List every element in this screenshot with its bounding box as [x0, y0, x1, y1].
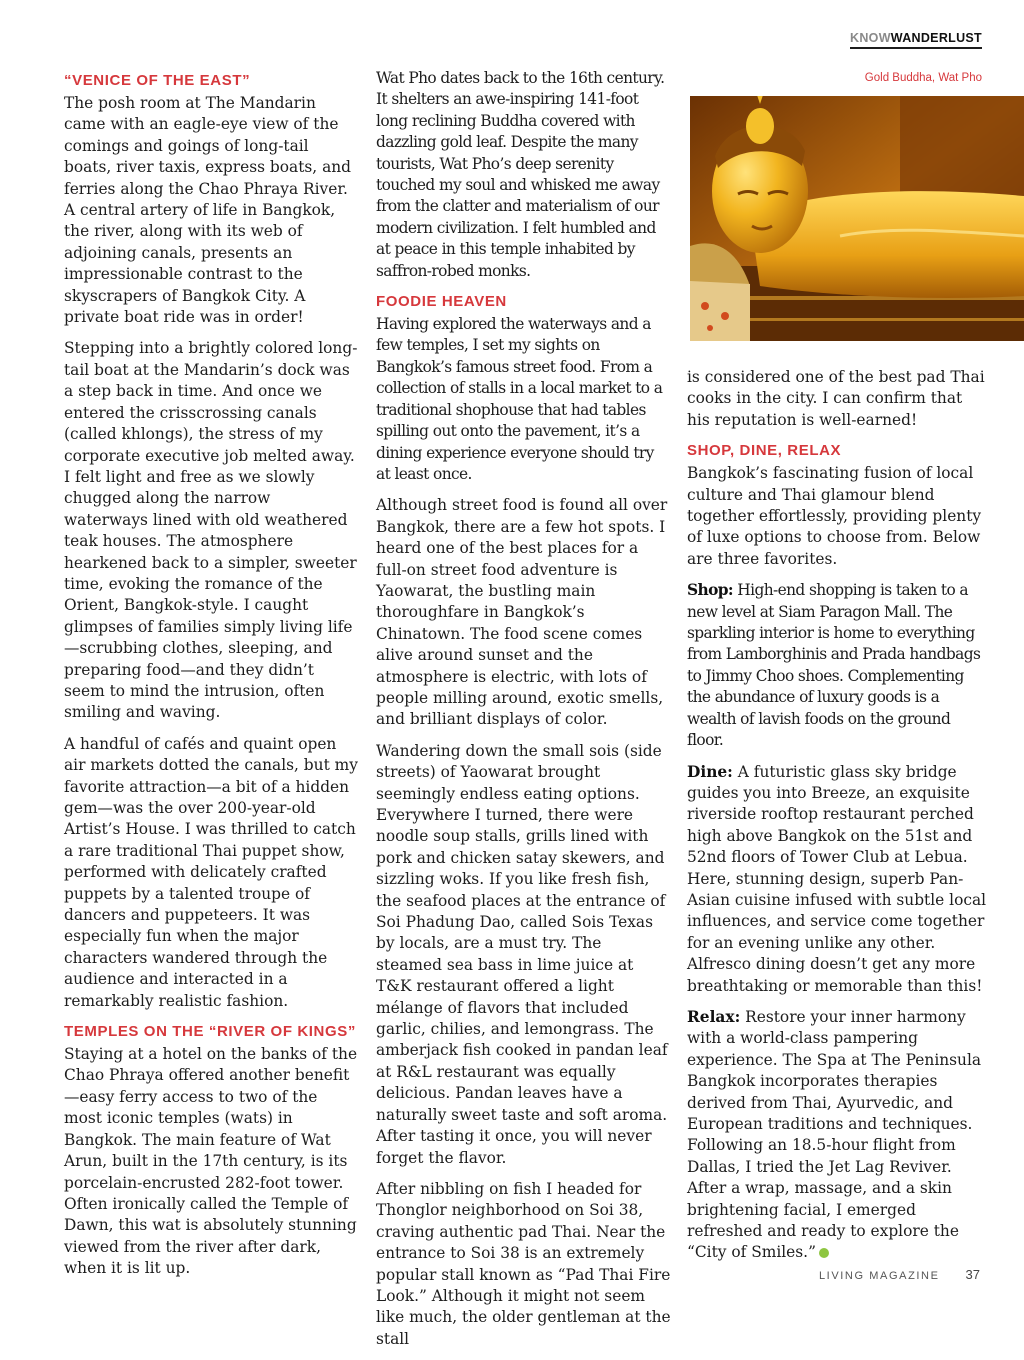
kicker-wanderlust: WANDERLUST	[890, 31, 982, 45]
dine-text: A futuristic glass sky bridge guides you into Breeze, an exquisite riverside rooftop restaurant perched high above Bangkok on the 51st and 52nd floors of Tower Club at Lebua. Here, stunning design, superb Pan-Asian cuisine infused with subtle local influences, and service come together for an evening unlike any other. Alfresco dining doesn’t get any more breathtaking or memorable than this!	[687, 762, 987, 995]
page-number: 37	[965, 1267, 980, 1282]
section-kicker	[850, 31, 982, 49]
shop-paragraph	[687, 580, 987, 751]
section-heading-foodie: FOODIE HEAVEN	[376, 293, 507, 311]
article-column-3	[687, 367, 987, 1274]
paragraph: Bangkok’s fascinating fusion of local culture and Thai glamour blend together effortlessly, providing plenty of luxe options to choose from. Below are three favorites.	[687, 464, 982, 568]
paragraph: Wat Pho dates back to the 16th century. It shelters an awe-inspiring 141-foot long reclining Buddha covered with dazzling gold leaf. Despite the many tourists, Wat Pho’s deep serenity touched my soul and whisked me away from the clatter and materialism of our modern civilization. I felt humbled and at peace in this temple inhabited by saffron-robed monks.	[376, 69, 665, 280]
kicker-know: KNOW	[850, 31, 891, 45]
paragraph: Having explored the waterways and a few temples, I set my sights on Bangkok’s famous street food. From a collection of stalls in a local market to a traditional shophouse that had tables spilling out onto the pavement, it’s a dining experience everyone should try at least once.	[376, 315, 663, 483]
section-heading-temples: TEMPLES ON THE “RIVER OF KINGS”	[64, 1023, 356, 1041]
paragraph: The posh room at The Mandarin came with an eagle-eye view of the comings and goings of long-tail boats, river taxis, express boats, and ferries along the Chao Phraya River. A central artery of life in Bangkok, the river, along with its web of adjoining canals, presents an impressionable contrast to the skyscrapers of Bangkok City. A private boat ride was in order!	[64, 94, 352, 327]
section-heading-venice: “VENICE OF THE EAST”	[64, 72, 251, 89]
paragraph: Staying at a hotel on the banks of the Chao Phraya offered another benefit—easy ferry access to two of the most iconic temples (wats) in Bangkok. The main feature of Wat Arun, built in the 17th century, is its porcelain-encrusted 282-foot tower. Often ironically called the Temple of Dawn, this wat is absolutely stunning viewed from the river after dark, when it is lit up.	[64, 1045, 358, 1278]
paragraph: Although street food is found all over Bangkok, there are a few hot spots. I heard one of the best places for a full-on street food adventure is Yaowarat, the bustling main thoroughfare in Bangkok’s Chinatown. The food scene comes alive around sunset and the atmosphere is electric, with lots of people milling around, exotic smells, and brilliant displays of color.	[376, 496, 668, 729]
article-column-2	[376, 68, 672, 1360]
dine-paragraph	[687, 762, 987, 997]
dine-lead: Dine:	[687, 762, 733, 781]
relax-paragraph	[687, 1007, 987, 1264]
paragraph: After nibbling on fish I headed for Thonglor neighborhood on Soi 38, craving authentic pad Thai. Near the entrance to Soi 38 is an extremely popular stall known as “Pad Thai Fire Look.” Although it might not seem like much, the older gentleman at the stall	[376, 1179, 671, 1348]
relax-text: Restore your inner harmony with a world-class pampering experience. The Spa at The Peninsula Bangkok incorporates therapies derived from Thai, Ayurvedic, and European traditions and techniques. Following an 18.5-hour flight from Dallas, I tried the Jet Lag Reviver. After a wrap, massage, and a skin brightening facial, I emerged refreshed and ready to explore the “City of Smiles.”	[687, 1007, 982, 1262]
paragraph: Stepping into a brightly colored long-tail boat at the Mandarin’s dock was a step back in time. And once we entered the crisscrossing canals (called khlongs), the stress of my corporate executive job melted away. I felt light and free as we slowly chugged along the narrow waterways lined with old weathered teak houses. The atmosphere hearkened back to a simpler, sweeter time, evoking the romance of the Orient, Bangkok-style. I caught glimpses of families simply living life—scrubbing clothes, sleeping, and preparing food—and they didn’t seem to mind the intrusion, often smiling and waving.	[64, 339, 358, 722]
paragraph: is considered one of the best pad Thai cooks in the city. I can confirm that his reputation is well-earned!	[687, 368, 985, 429]
shop-text: High-end shopping is taken to a new level at Siam Paragon Mall. The sparkling interior is home to everything from Lamborghinis and Prada handbags to Jimmy Choo shoes. Complementing the abundance of luxury goods is a wealth of lavish foods on the ground floor.	[687, 581, 981, 750]
article-column-1	[64, 68, 358, 1290]
paragraph: A handful of cafés and quaint open air markets dotted the canals, but my favorite attraction—a bit of a hidden gem—was the over 200-year-old Artist’s House. I was thrilled to catch a rare traditional Thai puppet show, performed with delicately crafted puppets by a talented troupe of dancers and puppeteers. It was especially fun when the major characters wandered through the audience and interacted in a remarkably realistic fashion.	[64, 734, 358, 1010]
shop-lead: Shop:	[687, 581, 734, 600]
paragraph: Wandering down the small sois (side streets) of Yaowarat brought seemingly endless eating options. Everywhere I turned, there were noodle soup stalls, grills lined with pork and chicken satay skewers, and sizzling woks. If you like fresh fish, the seafood places at the entrance of Soi Phadung Dao, called Sois Texas by locals, are a must try. The steamed sea bass in lime juice at T&K restaurant offered a light mélange of flavors that included garlic, chilies, and lemongrass. The amberjack fish cooked in pandan leaf at R&L restaurant was equally delicious. Pandan leaves have a naturally sweet taste and soft aroma. After tasting it once, you will never forget the flavor.	[376, 741, 668, 1167]
relax-lead: Relax:	[687, 1007, 741, 1026]
end-mark-icon	[819, 1248, 829, 1258]
magazine-name: LIVING MAGAZINE	[818, 1270, 940, 1282]
gold-buddha-photo	[690, 96, 1024, 341]
section-heading-shop-dine-relax: SHOP, DINE, RELAX	[687, 442, 842, 460]
page-footer	[819, 1267, 980, 1282]
photo-caption: Gold Buddha, Wat Pho	[864, 72, 982, 84]
